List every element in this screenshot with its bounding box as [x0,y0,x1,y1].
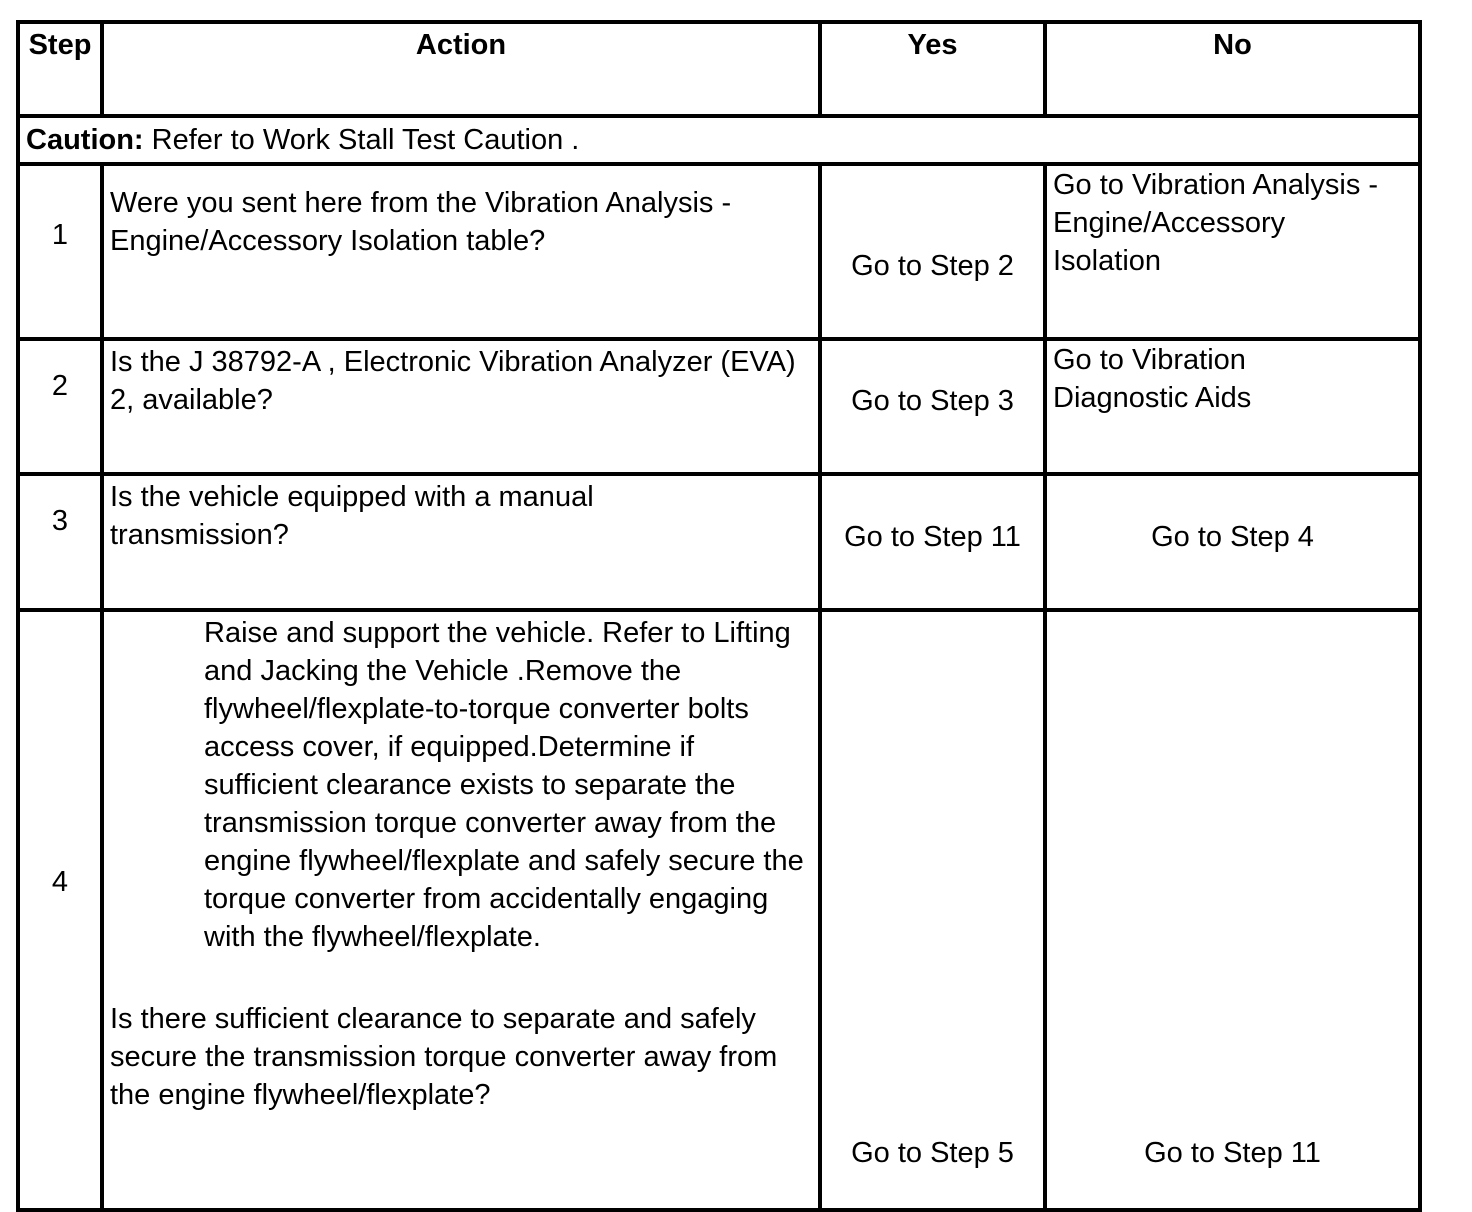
caution-label: Caution: [26,124,144,156]
yes-outcome: Go to Step 2 [820,164,1045,339]
no-outcome-line: Go to Vibration [1053,344,1246,376]
caution-row [18,116,1420,164]
no-outcome [1045,164,1420,339]
table-header-row [18,22,1420,116]
no-outcome-line: Diagnostic Aids [1053,382,1252,414]
no-outcome-line: Engine/Accessory [1053,207,1286,239]
table-row [18,610,1420,1210]
step-number: 2 [18,339,102,474]
table-row [18,474,1420,610]
no-outcome: Go to Step 4 [1045,474,1420,610]
action-text [102,474,820,610]
action-text [102,610,820,1210]
action-instructions: Raise and support the vehicle. Refer to Lifting and Jacking the Vehicle .Remove the flywheel/flexplate-to-torque converter bolts access cover, if equipped.Determine if sufficient clearance exists to separate the transmission torque converter away from the engine flywheel/flexplate and safely secure the torque converter from accidentally engaging with the flywheel/flexplate. [204,617,804,953]
step-number: 1 [18,164,102,339]
table-row [18,164,1420,339]
diagnostic-table-wrapper [16,20,1422,1212]
header-yes: Yes [820,22,1045,116]
step-number: 3 [18,474,102,610]
header-step: Step [18,22,102,116]
caution-text: Refer to Work Stall Test Caution . [143,124,580,156]
table-row [18,339,1420,474]
no-outcome [1045,339,1420,474]
action-line: transmission? [110,519,289,551]
header-action: Action [102,22,820,116]
action-text: Were you sent here from the Vibration Analysis - Engine/Accessory Isolation table? [102,164,820,339]
diagnostic-table [16,20,1422,1212]
yes-outcome: Go to Step 3 [820,339,1045,474]
no-outcome-line: Isolation [1053,245,1162,277]
action-question: Is there sufficient clearance to separate and safely secure the transmission torque converter away from the engine flywheel/flexplate? [110,1003,778,1111]
yes-outcome: Go to Step 5 [820,610,1045,1210]
yes-outcome: Go to Step 11 [820,474,1045,610]
no-outcome-line: Go to Vibration Analysis - [1053,169,1379,201]
no-outcome: Go to Step 11 [1045,610,1420,1210]
header-no: No [1045,22,1420,116]
caution-cell [18,116,1420,164]
action-line: Is the vehicle equipped with a manual [110,481,594,513]
step-number: 4 [18,610,102,1210]
action-text: Is the J 38792-A , Electronic Vibration Analyzer (EVA) 2, available? [102,339,820,474]
